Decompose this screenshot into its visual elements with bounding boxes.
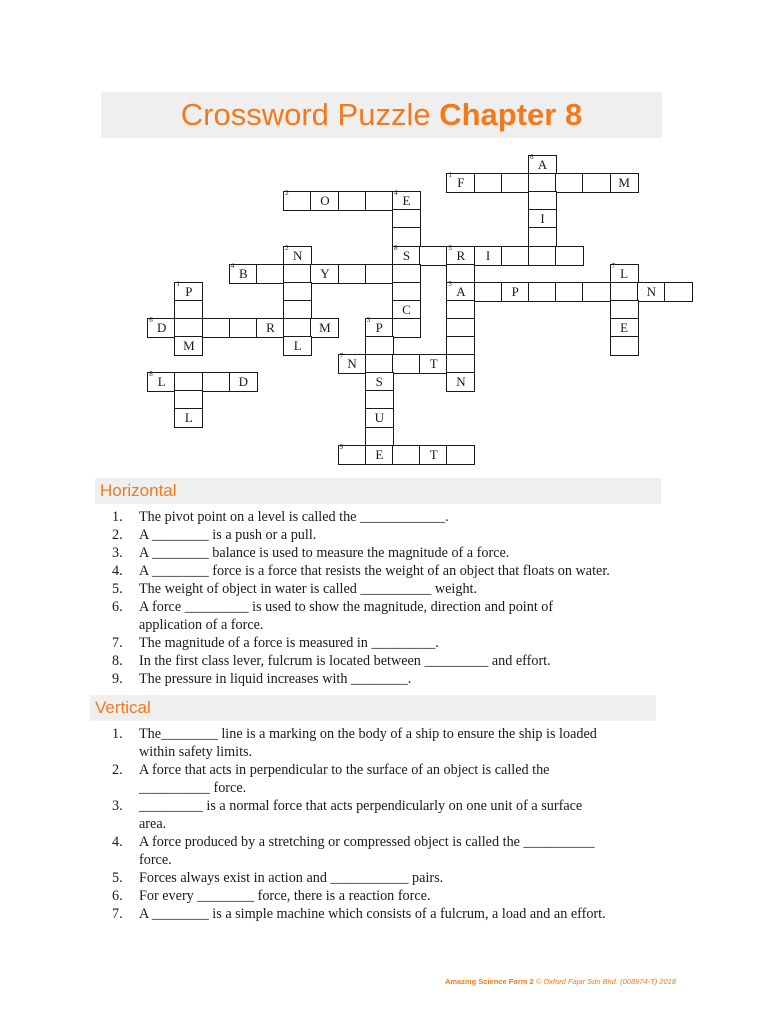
cell-letter: N <box>646 283 656 299</box>
crossword-cell[interactable] <box>310 264 339 284</box>
crossword-cell[interactable] <box>528 173 557 193</box>
clue-text: A ________ balance is used to measure the magnitude of a force. <box>139 545 510 561</box>
crossword-cell[interactable] <box>637 282 666 302</box>
crossword-cell[interactable] <box>446 354 475 374</box>
cell-letter: I <box>485 247 491 263</box>
crossword-cell[interactable] <box>555 282 584 302</box>
clue-number: 2. <box>112 762 123 778</box>
crossword-cell[interactable] <box>174 336 203 356</box>
clue-text: __________ force. <box>139 780 247 796</box>
vertical-clue-list <box>112 725 606 923</box>
crossword-cell[interactable] <box>338 191 367 211</box>
vertical-heading: Vertical <box>95 698 151 717</box>
horizontal-clue-list <box>112 508 610 688</box>
crossword-cell[interactable] <box>528 191 557 211</box>
crossword-cell[interactable] <box>283 336 312 356</box>
crossword-cell[interactable] <box>147 315 176 338</box>
clue-number: 2 <box>285 189 289 198</box>
crossword-cell[interactable] <box>338 442 367 465</box>
clue-item <box>112 508 610 526</box>
crossword-cell[interactable] <box>338 264 367 284</box>
crossword-cell[interactable] <box>283 191 312 211</box>
cell-letter: O <box>320 193 330 209</box>
clue-item <box>112 634 610 652</box>
crossword-cell[interactable] <box>392 282 421 302</box>
clue-item <box>112 544 610 562</box>
crossword-cell[interactable] <box>501 282 530 302</box>
crossword-cell[interactable] <box>365 408 394 428</box>
footer-publisher: © Oxford Fajar Sdn Bhd. (008974-T) 2018 <box>535 977 676 986</box>
cell-letter: E <box>402 193 411 209</box>
crossword-cell[interactable] <box>256 318 285 338</box>
crossword-cell[interactable] <box>610 282 639 302</box>
crossword-cell[interactable] <box>365 445 394 465</box>
crossword-cell[interactable] <box>419 445 448 465</box>
clue-number: 2 <box>285 243 289 252</box>
clue-number: 9 <box>339 442 344 451</box>
crossword-cell[interactable] <box>174 300 203 320</box>
cell-letter: M <box>183 338 195 353</box>
clue-number: 8. <box>112 653 123 669</box>
cell-letter: T <box>429 356 438 372</box>
clue-number: 1. <box>112 726 123 742</box>
crossword-cell[interactable] <box>365 315 394 338</box>
crossword-cell[interactable] <box>610 318 639 338</box>
cell-letter: N <box>347 356 357 372</box>
cell-letter: C <box>402 301 411 317</box>
vertical-heading-bar <box>90 695 656 721</box>
cell-letter: U <box>374 410 384 426</box>
crossword-cell[interactable] <box>365 427 394 447</box>
clue-item <box>112 905 606 923</box>
crossword-cell[interactable] <box>174 408 203 428</box>
cell-letter: L <box>620 265 629 281</box>
crossword-cell[interactable] <box>365 354 394 374</box>
crossword-cell[interactable] <box>528 209 557 229</box>
cell-letter: P <box>375 319 383 335</box>
crossword-cell[interactable] <box>446 336 475 356</box>
cell-letter: T <box>429 446 438 462</box>
crossword-cell[interactable] <box>419 246 448 266</box>
clue-text: For every ________ force, there is a reaction force. <box>139 888 431 904</box>
crossword-cell[interactable] <box>365 372 394 392</box>
clue-item <box>112 598 610 634</box>
crossword-cell[interactable] <box>229 318 258 338</box>
clue-number: 6. <box>112 599 123 615</box>
page-title: Crossword Puzzle <box>180 97 431 132</box>
cell-letter: M <box>618 175 630 191</box>
cell-letter: D <box>156 319 167 335</box>
cell-letter: R <box>266 319 275 335</box>
crossword-cell[interactable] <box>283 318 312 338</box>
crossword-cell[interactable] <box>392 318 421 338</box>
crossword-cell[interactable] <box>365 336 394 356</box>
crossword-cell[interactable] <box>392 243 421 266</box>
clue-text: The________ line is a marking on the body of a ship to ensure the ship is loaded <box>139 726 597 742</box>
crossword-cell[interactable] <box>365 191 394 211</box>
crossword-cell[interactable] <box>474 246 503 266</box>
clue-item <box>112 761 606 797</box>
crossword-cell[interactable] <box>365 390 394 410</box>
crossword-cell[interactable] <box>610 173 639 193</box>
crossword-cell[interactable] <box>528 155 557 175</box>
clue-number: 7 <box>611 261 616 270</box>
crossword-cell[interactable] <box>446 372 475 392</box>
crossword-cell[interactable] <box>174 372 203 392</box>
crossword-cell[interactable] <box>310 318 339 338</box>
clue-number: 7. <box>112 906 123 922</box>
clue-text: Forces always exist in action and ___________ pairs. <box>139 870 444 886</box>
clue-number: 6 <box>149 315 153 324</box>
cell-letter: P <box>511 283 519 299</box>
clue-text: In the first class lever, fulcrum is located between _________ and effort. <box>139 653 551 669</box>
crossword-cell[interactable] <box>610 261 639 284</box>
crossword-cell[interactable] <box>283 300 312 320</box>
crossword-cell[interactable] <box>392 354 421 374</box>
crossword-cell[interactable] <box>256 264 285 284</box>
cell-letter: N <box>292 247 303 263</box>
clue-number: 2. <box>112 527 123 543</box>
crossword-cell[interactable] <box>283 264 312 284</box>
crossword-cell[interactable] <box>474 282 503 302</box>
clue-number: 5. <box>112 870 123 886</box>
crossword-cell[interactable] <box>528 282 557 302</box>
crossword-cell[interactable] <box>610 336 639 356</box>
cell-letter: L <box>157 374 166 390</box>
cell-letter: P <box>185 283 193 299</box>
clue-text: A ________ force is a force that resists the weight of an object that floats on water. <box>139 563 610 579</box>
footer-credit <box>445 977 676 986</box>
clue-item <box>112 797 606 833</box>
crossword-cell[interactable] <box>392 209 421 229</box>
clue-text: force. <box>139 852 172 868</box>
crossword-cell[interactable] <box>174 279 203 302</box>
clue-number: 7. <box>112 635 123 651</box>
clue-text: within safety limits. <box>139 744 253 760</box>
crossword-cell[interactable] <box>528 246 557 266</box>
crossword-cell[interactable] <box>664 282 693 302</box>
clue-item <box>112 526 610 544</box>
clue-number: 4. <box>112 563 123 579</box>
crossword-cell[interactable] <box>528 227 557 247</box>
crossword-cell[interactable] <box>283 243 312 266</box>
crossword-cell[interactable] <box>446 279 475 302</box>
crossword-cell[interactable] <box>174 318 203 338</box>
crossword-cell[interactable] <box>392 191 421 211</box>
crossword-cell[interactable] <box>202 372 231 392</box>
cell-letter: F <box>457 175 465 191</box>
clue-text: A force that acts in perpendicular to the surface of an object is called the <box>139 762 550 778</box>
cell-letter: A <box>537 157 548 172</box>
clue-item <box>112 562 610 580</box>
cell-letter: M <box>319 319 331 335</box>
clue-text: application of a force. <box>139 617 264 633</box>
cell-letter: I <box>540 211 545 227</box>
clue-number: 3 <box>366 315 371 324</box>
clue-number: 6. <box>112 888 123 904</box>
crossword-cell[interactable] <box>283 282 312 302</box>
clue-text: area. <box>139 816 167 832</box>
crossword-cell[interactable] <box>582 173 611 193</box>
clue-number: 9. <box>112 671 123 687</box>
clue-item <box>112 580 610 598</box>
clue-number: 1 <box>176 279 180 288</box>
clue-number: 4 <box>394 189 398 198</box>
clue-number: 8 <box>394 243 398 252</box>
clue-item <box>112 670 610 688</box>
clue-number: 5 <box>448 243 452 252</box>
cell-letter: D <box>238 374 248 390</box>
crossword-grid <box>0 0 768 480</box>
cell-letter: L <box>293 338 302 353</box>
crossword-cell[interactable] <box>392 264 421 284</box>
clue-number: 6 <box>530 153 534 161</box>
crossword-cell[interactable] <box>229 261 258 284</box>
crossword-cell[interactable] <box>229 372 258 392</box>
crossword-cell[interactable] <box>555 246 584 266</box>
crossword-cell[interactable] <box>310 191 339 211</box>
clue-number: 4 <box>230 261 235 270</box>
crossword-cell[interactable] <box>446 318 475 338</box>
clue-text: The magnitude of a force is measured in _________. <box>139 635 439 651</box>
clue-item <box>112 869 606 887</box>
clue-number: 3. <box>112 798 123 814</box>
cell-letter: L <box>184 410 193 426</box>
cell-letter: E <box>375 446 384 462</box>
cell-letter: A <box>456 283 466 299</box>
crossword-cell[interactable] <box>174 390 203 410</box>
clue-text: A ________ is a simple machine which consists of a fulcrum, a load and an effort. <box>139 906 606 922</box>
crossword-cell[interactable] <box>392 300 421 320</box>
crossword-cell[interactable] <box>474 173 503 193</box>
cell-letter: N <box>456 374 466 390</box>
cell-letter: R <box>456 247 466 263</box>
clue-number: 3. <box>112 545 123 561</box>
clue-text: A force produced by a stretching or compressed object is called the __________ <box>139 834 595 850</box>
cell-letter: B <box>238 265 248 281</box>
cell-letter: E <box>620 319 629 335</box>
crossword-cell[interactable] <box>501 246 530 266</box>
footer-book: Amazing Science Form 2 <box>444 977 534 986</box>
clue-item <box>112 652 610 670</box>
clue-text: _________ is a normal force that acts perpendicularly on one unit of a surface <box>139 798 583 814</box>
crossword-cell[interactable] <box>501 173 530 193</box>
crossword-cell[interactable] <box>446 300 475 320</box>
crossword-cell[interactable] <box>446 445 475 465</box>
cell-letter: S <box>402 247 411 263</box>
crossword-cell[interactable] <box>446 243 475 266</box>
clue-item <box>112 887 606 905</box>
clue-number: 5. <box>112 581 123 597</box>
clue-text: The pivot point on a level is called the ____________. <box>139 509 449 525</box>
crossword-cell[interactable] <box>610 300 639 320</box>
chapter-title: Chapter 8 <box>439 97 583 132</box>
crossword-cell[interactable] <box>419 354 448 374</box>
clue-text: A ________ is a push or a pull. <box>139 527 317 543</box>
cell-letter: Y <box>320 265 330 281</box>
clue-number: 1. <box>112 509 123 525</box>
crossword-cell[interactable] <box>446 173 475 193</box>
clue-text: A force _________ is used to show the magnitude, direction and point of <box>139 599 554 615</box>
clue-number: 4. <box>112 834 123 850</box>
crossword-cell[interactable] <box>202 318 231 338</box>
clue-number: 8 <box>149 370 153 379</box>
cell-letter: S <box>375 374 383 390</box>
clue-text: The pressure in liquid increases with ________. <box>139 671 412 687</box>
clue-number: 7 <box>339 352 344 361</box>
horizontal-heading-bar <box>95 478 661 504</box>
crossword-cell[interactable] <box>147 372 176 392</box>
clue-text: The weight of object in water is called __________ weight. <box>139 581 478 597</box>
clue-item <box>112 833 606 869</box>
horizontal-heading: Horizontal <box>100 481 177 500</box>
crossword-cell[interactable] <box>582 282 611 302</box>
crossword-cell[interactable] <box>365 264 394 284</box>
crossword-cell[interactable] <box>392 445 421 465</box>
clue-number: 5 <box>448 279 452 288</box>
crossword-cell[interactable] <box>555 173 584 193</box>
clue-number: 1 <box>448 171 452 180</box>
clue-item <box>112 725 606 761</box>
crossword-cell[interactable] <box>338 354 367 374</box>
